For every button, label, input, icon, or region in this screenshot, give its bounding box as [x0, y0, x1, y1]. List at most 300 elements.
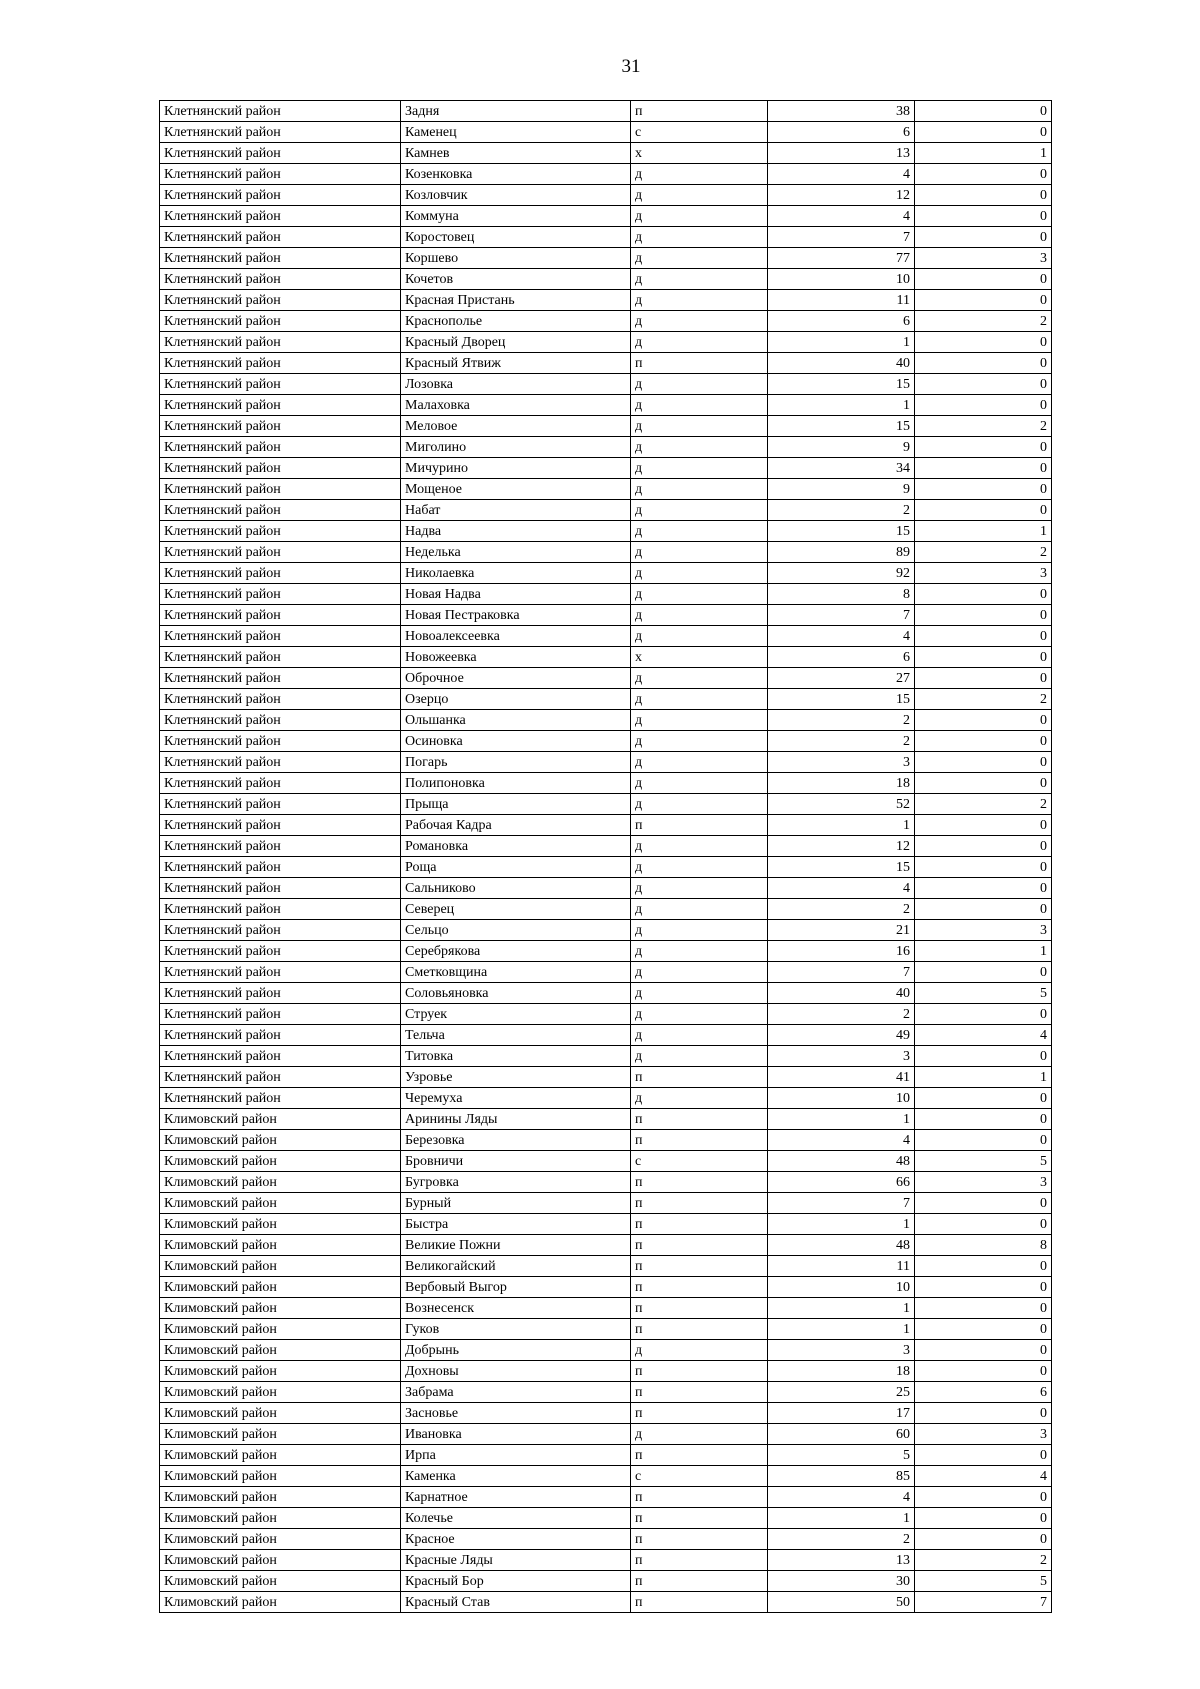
- district-cell: Климовский район: [160, 1298, 401, 1319]
- locality-cell: Великогайский: [401, 1256, 631, 1277]
- locality-cell: Северец: [401, 899, 631, 920]
- second-count-cell: 0: [915, 584, 1052, 605]
- count-cell: 15: [768, 689, 915, 710]
- count-cell: 34: [768, 458, 915, 479]
- second-count-cell: 0: [915, 1277, 1052, 1298]
- count-cell: 18: [768, 773, 915, 794]
- count-cell: 2: [768, 500, 915, 521]
- table-row: [160, 1235, 1052, 1256]
- district-cell: Клетнянский район: [160, 563, 401, 584]
- second-count-cell: 3: [915, 920, 1052, 941]
- district-cell: Клетнянский район: [160, 731, 401, 752]
- locality-cell: Красный Бор: [401, 1571, 631, 1592]
- table-row: [160, 1592, 1052, 1613]
- district-cell: Клетнянский район: [160, 815, 401, 836]
- district-cell: Клетнянский район: [160, 689, 401, 710]
- settlement-type-cell: п: [631, 1067, 768, 1088]
- second-count-cell: 0: [915, 269, 1052, 290]
- table-row: [160, 710, 1052, 731]
- district-cell: Клетнянский район: [160, 647, 401, 668]
- count-cell: 16: [768, 941, 915, 962]
- count-cell: 25: [768, 1382, 915, 1403]
- locality-cell: Романовка: [401, 836, 631, 857]
- count-cell: 85: [768, 1466, 915, 1487]
- locality-cell: Рабочая Кадра: [401, 815, 631, 836]
- settlement-type-cell: д: [631, 563, 768, 584]
- locality-cell: Мичурино: [401, 458, 631, 479]
- count-cell: 49: [768, 1025, 915, 1046]
- settlement-type-cell: д: [631, 311, 768, 332]
- settlement-type-cell: д: [631, 395, 768, 416]
- settlement-type-cell: с: [631, 1466, 768, 1487]
- count-cell: 4: [768, 626, 915, 647]
- table-row: [160, 1508, 1052, 1529]
- settlement-type-cell: д: [631, 269, 768, 290]
- district-cell: Клетнянский район: [160, 962, 401, 983]
- settlement-type-cell: д: [631, 227, 768, 248]
- second-count-cell: 0: [915, 731, 1052, 752]
- count-cell: 1: [768, 1109, 915, 1130]
- second-count-cell: 7: [915, 1592, 1052, 1613]
- district-cell: Климовский район: [160, 1193, 401, 1214]
- locality-cell: Забрама: [401, 1382, 631, 1403]
- second-count-cell: 0: [915, 206, 1052, 227]
- second-count-cell: 0: [915, 374, 1052, 395]
- settlement-type-cell: д: [631, 374, 768, 395]
- table-row: [160, 1361, 1052, 1382]
- district-cell: Климовский район: [160, 1109, 401, 1130]
- second-count-cell: 2: [915, 1550, 1052, 1571]
- district-cell: Климовский район: [160, 1550, 401, 1571]
- settlement-type-cell: д: [631, 1046, 768, 1067]
- settlement-type-cell: д: [631, 500, 768, 521]
- locality-cell: Ирпа: [401, 1445, 631, 1466]
- district-cell: Климовский район: [160, 1445, 401, 1466]
- district-cell: Клетнянский район: [160, 395, 401, 416]
- district-cell: Клетнянский район: [160, 542, 401, 563]
- locality-cell: Сметковщина: [401, 962, 631, 983]
- settlement-type-cell: д: [631, 185, 768, 206]
- district-cell: Клетнянский район: [160, 605, 401, 626]
- settlement-type-cell: п: [631, 1529, 768, 1550]
- locality-cell: Красное: [401, 1529, 631, 1550]
- district-cell: Клетнянский район: [160, 836, 401, 857]
- count-cell: 1: [768, 815, 915, 836]
- table-row: [160, 1193, 1052, 1214]
- locality-cell: Камнев: [401, 143, 631, 164]
- locality-cell: Красная Пристань: [401, 290, 631, 311]
- locality-cell: Лозовка: [401, 374, 631, 395]
- settlement-type-cell: д: [631, 878, 768, 899]
- count-cell: 3: [768, 752, 915, 773]
- table-row: [160, 1550, 1052, 1571]
- locality-cell: Николаевка: [401, 563, 631, 584]
- table-row: [160, 773, 1052, 794]
- count-cell: 4: [768, 206, 915, 227]
- second-count-cell: 0: [915, 1340, 1052, 1361]
- count-cell: 10: [768, 1277, 915, 1298]
- settlement-type-cell: д: [631, 857, 768, 878]
- settlement-type-cell: д: [631, 1004, 768, 1025]
- district-cell: Клетнянский район: [160, 458, 401, 479]
- count-cell: 2: [768, 1529, 915, 1550]
- district-cell: Клетнянский район: [160, 353, 401, 374]
- count-cell: 4: [768, 878, 915, 899]
- table-row: [160, 1214, 1052, 1235]
- settlement-type-cell: д: [631, 206, 768, 227]
- table-row: [160, 437, 1052, 458]
- settlement-type-cell: д: [631, 962, 768, 983]
- table-row: [160, 962, 1052, 983]
- locality-cell: Озерцо: [401, 689, 631, 710]
- locality-cell: Березовка: [401, 1130, 631, 1151]
- locality-cell: Новоалексеевка: [401, 626, 631, 647]
- district-cell: Клетнянский район: [160, 185, 401, 206]
- table-row: [160, 1382, 1052, 1403]
- locality-cell: Ольшанка: [401, 710, 631, 731]
- table-row: [160, 815, 1052, 836]
- district-cell: Клетнянский район: [160, 521, 401, 542]
- settlement-type-cell: п: [631, 1235, 768, 1256]
- second-count-cell: 0: [915, 1319, 1052, 1340]
- count-cell: 48: [768, 1235, 915, 1256]
- count-cell: 77: [768, 248, 915, 269]
- table-row: [160, 836, 1052, 857]
- district-cell: Клетнянский район: [160, 857, 401, 878]
- count-cell: 89: [768, 542, 915, 563]
- settlement-type-cell: п: [631, 1487, 768, 1508]
- table-row: [160, 584, 1052, 605]
- district-cell: Клетнянский район: [160, 668, 401, 689]
- table-row: [160, 1445, 1052, 1466]
- second-count-cell: 0: [915, 857, 1052, 878]
- table-row: [160, 647, 1052, 668]
- locality-cell: Аринины Ляды: [401, 1109, 631, 1130]
- table-row: [160, 1319, 1052, 1340]
- locality-cell: Титовка: [401, 1046, 631, 1067]
- settlement-type-cell: п: [631, 1319, 768, 1340]
- district-cell: Клетнянский район: [160, 164, 401, 185]
- page-number: 31: [621, 56, 641, 77]
- second-count-cell: 0: [915, 1214, 1052, 1235]
- locality-cell: Бурный: [401, 1193, 631, 1214]
- locality-cell: Козенковка: [401, 164, 631, 185]
- second-count-cell: 0: [915, 1256, 1052, 1277]
- locality-cell: Миголино: [401, 437, 631, 458]
- locality-cell: Коростовец: [401, 227, 631, 248]
- count-cell: 40: [768, 983, 915, 1004]
- locality-cell: Кочетов: [401, 269, 631, 290]
- second-count-cell: 0: [915, 1130, 1052, 1151]
- district-cell: Клетнянский район: [160, 248, 401, 269]
- table-row: [160, 1046, 1052, 1067]
- count-cell: 11: [768, 290, 915, 311]
- locality-cell: Добрынь: [401, 1340, 631, 1361]
- second-count-cell: 0: [915, 815, 1052, 836]
- count-cell: 52: [768, 794, 915, 815]
- locality-cell: Великие Пожни: [401, 1235, 631, 1256]
- locality-cell: Коммуна: [401, 206, 631, 227]
- second-count-cell: 3: [915, 1424, 1052, 1445]
- locality-cell: Ивановка: [401, 1424, 631, 1445]
- district-cell: Клетнянский район: [160, 1088, 401, 1109]
- count-cell: 27: [768, 668, 915, 689]
- count-cell: 92: [768, 563, 915, 584]
- settlement-type-cell: п: [631, 1256, 768, 1277]
- table-row: [160, 1004, 1052, 1025]
- locality-cell: Карнатное: [401, 1487, 631, 1508]
- settlement-type-cell: п: [631, 353, 768, 374]
- locality-cell: Роща: [401, 857, 631, 878]
- district-cell: Клетнянский район: [160, 101, 401, 122]
- count-cell: 3: [768, 1340, 915, 1361]
- district-cell: Клетнянский район: [160, 941, 401, 962]
- second-count-cell: 0: [915, 395, 1052, 416]
- second-count-cell: 0: [915, 626, 1052, 647]
- settlement-type-cell: х: [631, 647, 768, 668]
- count-cell: 7: [768, 1193, 915, 1214]
- settlement-type-cell: д: [631, 941, 768, 962]
- district-cell: Клетнянский район: [160, 206, 401, 227]
- table-row: [160, 941, 1052, 962]
- settlement-type-cell: п: [631, 1298, 768, 1319]
- count-cell: 15: [768, 857, 915, 878]
- settlement-type-cell: п: [631, 815, 768, 836]
- district-cell: Климовский район: [160, 1130, 401, 1151]
- table-row: [160, 1466, 1052, 1487]
- settlement-type-cell: д: [631, 458, 768, 479]
- table-row: [160, 521, 1052, 542]
- settlements-table: [159, 100, 1052, 1613]
- second-count-cell: 0: [915, 122, 1052, 143]
- table-row: [160, 332, 1052, 353]
- count-cell: 2: [768, 710, 915, 731]
- table-row: [160, 542, 1052, 563]
- second-count-cell: 4: [915, 1466, 1052, 1487]
- table-row: [160, 353, 1052, 374]
- count-cell: 18: [768, 1361, 915, 1382]
- settlement-type-cell: д: [631, 920, 768, 941]
- second-count-cell: 0: [915, 878, 1052, 899]
- settlement-type-cell: с: [631, 122, 768, 143]
- second-count-cell: 0: [915, 458, 1052, 479]
- table-row: [160, 1571, 1052, 1592]
- locality-cell: Прыща: [401, 794, 631, 815]
- count-cell: 10: [768, 269, 915, 290]
- district-cell: Климовский район: [160, 1361, 401, 1382]
- district-cell: Климовский район: [160, 1529, 401, 1550]
- settlement-type-cell: д: [631, 164, 768, 185]
- locality-cell: Осиновка: [401, 731, 631, 752]
- count-cell: 1: [768, 332, 915, 353]
- count-cell: 1: [768, 395, 915, 416]
- locality-cell: Оброчное: [401, 668, 631, 689]
- count-cell: 66: [768, 1172, 915, 1193]
- count-cell: 50: [768, 1592, 915, 1613]
- table-row: [160, 311, 1052, 332]
- table-row: [160, 1487, 1052, 1508]
- district-cell: Клетнянский район: [160, 626, 401, 647]
- settlement-type-cell: д: [631, 836, 768, 857]
- settlement-type-cell: д: [631, 1025, 768, 1046]
- district-cell: Клетнянский район: [160, 983, 401, 1004]
- count-cell: 12: [768, 836, 915, 857]
- table-row: [160, 185, 1052, 206]
- locality-cell: Узровье: [401, 1067, 631, 1088]
- district-cell: Климовский район: [160, 1319, 401, 1340]
- district-cell: Клетнянский район: [160, 437, 401, 458]
- locality-cell: Новая Надва: [401, 584, 631, 605]
- district-cell: Климовский район: [160, 1403, 401, 1424]
- second-count-cell: 0: [915, 164, 1052, 185]
- settlement-type-cell: д: [631, 794, 768, 815]
- district-cell: Климовский район: [160, 1592, 401, 1613]
- second-count-cell: 0: [915, 101, 1052, 122]
- table-row: [160, 479, 1052, 500]
- locality-cell: Красный Ятвиж: [401, 353, 631, 374]
- settlement-type-cell: п: [631, 1382, 768, 1403]
- settlement-type-cell: х: [631, 143, 768, 164]
- district-cell: Клетнянский район: [160, 416, 401, 437]
- second-count-cell: 5: [915, 1151, 1052, 1172]
- district-cell: Клетнянский район: [160, 227, 401, 248]
- count-cell: 12: [768, 185, 915, 206]
- table-row: [160, 1130, 1052, 1151]
- locality-cell: Быстра: [401, 1214, 631, 1235]
- settlement-type-cell: д: [631, 605, 768, 626]
- count-cell: 3: [768, 1046, 915, 1067]
- table-row: [160, 1277, 1052, 1298]
- settlement-type-cell: д: [631, 731, 768, 752]
- district-cell: Клетнянский район: [160, 920, 401, 941]
- table-row: [160, 857, 1052, 878]
- second-count-cell: 0: [915, 1298, 1052, 1319]
- second-count-cell: 4: [915, 1025, 1052, 1046]
- count-cell: 38: [768, 101, 915, 122]
- locality-cell: Козловчик: [401, 185, 631, 206]
- second-count-cell: 1: [915, 521, 1052, 542]
- count-cell: 15: [768, 416, 915, 437]
- settlement-type-cell: д: [631, 626, 768, 647]
- locality-cell: Задня: [401, 101, 631, 122]
- district-cell: Климовский район: [160, 1151, 401, 1172]
- table-row: [160, 1403, 1052, 1424]
- locality-cell: Новая Пестраковка: [401, 605, 631, 626]
- locality-cell: Бровничи: [401, 1151, 631, 1172]
- table-row: [160, 878, 1052, 899]
- second-count-cell: 0: [915, 668, 1052, 689]
- district-cell: Климовский район: [160, 1571, 401, 1592]
- district-cell: Климовский район: [160, 1172, 401, 1193]
- second-count-cell: 0: [915, 185, 1052, 206]
- locality-cell: Бугровка: [401, 1172, 631, 1193]
- count-cell: 17: [768, 1403, 915, 1424]
- table-row: [160, 206, 1052, 227]
- count-cell: 13: [768, 1550, 915, 1571]
- district-cell: Клетнянский район: [160, 122, 401, 143]
- second-count-cell: 0: [915, 962, 1052, 983]
- district-cell: Клетнянский район: [160, 1004, 401, 1025]
- settlement-type-cell: д: [631, 689, 768, 710]
- locality-cell: Сельцо: [401, 920, 631, 941]
- district-cell: Клетнянский район: [160, 710, 401, 731]
- settlement-type-cell: п: [631, 1277, 768, 1298]
- count-cell: 15: [768, 521, 915, 542]
- second-count-cell: 0: [915, 899, 1052, 920]
- second-count-cell: 0: [915, 500, 1052, 521]
- district-cell: Климовский район: [160, 1256, 401, 1277]
- second-count-cell: 5: [915, 1571, 1052, 1592]
- second-count-cell: 0: [915, 353, 1052, 374]
- district-cell: Клетнянский район: [160, 143, 401, 164]
- locality-cell: Тельча: [401, 1025, 631, 1046]
- second-count-cell: 1: [915, 941, 1052, 962]
- second-count-cell: 0: [915, 290, 1052, 311]
- second-count-cell: 2: [915, 416, 1052, 437]
- count-cell: 48: [768, 1151, 915, 1172]
- settlement-type-cell: п: [631, 1508, 768, 1529]
- locality-cell: Черемуха: [401, 1088, 631, 1109]
- second-count-cell: 0: [915, 1403, 1052, 1424]
- locality-cell: Колечье: [401, 1508, 631, 1529]
- locality-cell: Серебрякова: [401, 941, 631, 962]
- table-row: [160, 731, 1052, 752]
- second-count-cell: 3: [915, 248, 1052, 269]
- locality-cell: Вербовый Выгор: [401, 1277, 631, 1298]
- district-cell: Климовский район: [160, 1340, 401, 1361]
- count-cell: 1: [768, 1508, 915, 1529]
- table-row: [160, 794, 1052, 815]
- district-cell: Клетнянский район: [160, 290, 401, 311]
- table-row: [160, 1172, 1052, 1193]
- settlement-type-cell: п: [631, 1193, 768, 1214]
- second-count-cell: 2: [915, 689, 1052, 710]
- table-row: [160, 1151, 1052, 1172]
- table-row: [160, 101, 1052, 122]
- settlement-type-cell: д: [631, 983, 768, 1004]
- count-cell: 9: [768, 437, 915, 458]
- district-cell: Климовский район: [160, 1382, 401, 1403]
- table-row: [160, 668, 1052, 689]
- second-count-cell: 2: [915, 542, 1052, 563]
- second-count-cell: 2: [915, 794, 1052, 815]
- second-count-cell: 0: [915, 1109, 1052, 1130]
- second-count-cell: 0: [915, 437, 1052, 458]
- locality-cell: Соловьяновка: [401, 983, 631, 1004]
- locality-cell: Красный Дворец: [401, 332, 631, 353]
- count-cell: 1: [768, 1214, 915, 1235]
- locality-cell: Засновье: [401, 1403, 631, 1424]
- second-count-cell: 0: [915, 710, 1052, 731]
- count-cell: 7: [768, 605, 915, 626]
- table-row: [160, 1424, 1052, 1445]
- locality-cell: Набат: [401, 500, 631, 521]
- table-row: [160, 563, 1052, 584]
- district-cell: Клетнянский район: [160, 500, 401, 521]
- settlement-type-cell: д: [631, 584, 768, 605]
- locality-cell: Меловое: [401, 416, 631, 437]
- table-row: [160, 395, 1052, 416]
- locality-cell: Погарь: [401, 752, 631, 773]
- table-row: [160, 920, 1052, 941]
- locality-cell: Струек: [401, 1004, 631, 1025]
- table-row: [160, 374, 1052, 395]
- table-row: [160, 605, 1052, 626]
- table-row: [160, 143, 1052, 164]
- count-cell: 9: [768, 479, 915, 500]
- settlement-type-cell: п: [631, 1403, 768, 1424]
- settlement-type-cell: д: [631, 899, 768, 920]
